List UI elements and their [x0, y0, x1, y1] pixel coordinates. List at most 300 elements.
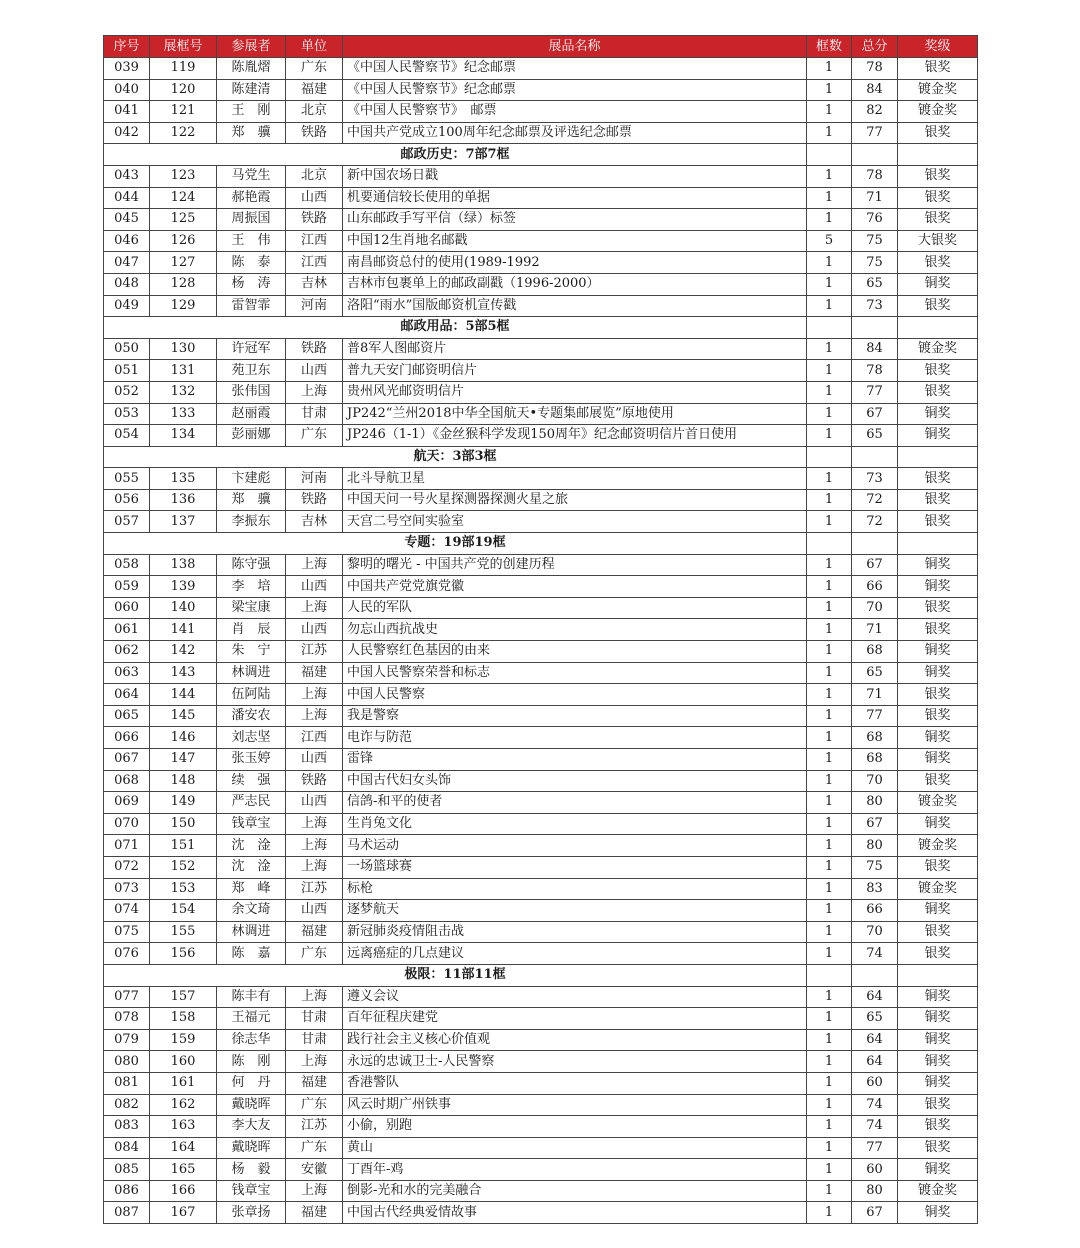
- cell-unit: 广东: [286, 425, 343, 447]
- cell-score: 77: [852, 381, 898, 403]
- cell-frame-no: 127: [150, 252, 217, 274]
- cell-award: 银奖: [898, 921, 978, 943]
- cell-award: 铜奖: [898, 1072, 978, 1094]
- section-empty-cell: [852, 446, 898, 468]
- cell-award: 铜奖: [898, 576, 978, 598]
- cell-seq: 043: [104, 165, 150, 187]
- cell-frame-count: 1: [807, 1202, 852, 1224]
- table-row: [104, 856, 978, 878]
- cell-exhibit-title: JP246（1-1）《金丝猴科学发现150周年》纪念邮资明信片首日使用: [343, 425, 807, 447]
- cell-score: 77: [852, 1137, 898, 1159]
- cell-frame-no: 152: [150, 856, 217, 878]
- cell-unit: 山西: [286, 900, 343, 922]
- cell-score: 80: [852, 1180, 898, 1202]
- cell-frame-no: 144: [150, 684, 217, 706]
- cell-exhibit-title: 新冠肺炎疫情阻击战: [343, 921, 807, 943]
- section-row: [104, 533, 978, 555]
- cell-exhibit-title: 倒影-光和水的完美融合: [343, 1180, 807, 1202]
- cell-unit: 上海: [286, 986, 343, 1008]
- cell-exhibit-title: 中国天问一号火星探测器探测火星之旅: [343, 489, 807, 511]
- section-empty-cell: [807, 317, 852, 339]
- cell-exhibit-title: JP242“兰州2018中华全国航天•专题集邮展览”原地使用: [343, 403, 807, 425]
- cell-seq: 070: [104, 813, 150, 835]
- cell-unit: 铁路: [286, 489, 343, 511]
- cell-seq: 055: [104, 468, 150, 490]
- cell-exhibit-title: 遵义会议: [343, 986, 807, 1008]
- cell-exhibitor: 余文琦: [217, 900, 286, 922]
- cell-exhibit-title: 中国古代经典爱情故事: [343, 1202, 807, 1224]
- table-row: [104, 1051, 978, 1073]
- table-row: [104, 403, 978, 425]
- cell-seq: 083: [104, 1116, 150, 1138]
- cell-frame-no: 132: [150, 381, 217, 403]
- cell-exhibitor: 李 培: [217, 576, 286, 598]
- cell-score: 78: [852, 360, 898, 382]
- cell-exhibitor: 朱 宁: [217, 641, 286, 663]
- cell-seq: 086: [104, 1180, 150, 1202]
- cell-unit: 上海: [286, 813, 343, 835]
- table-row: [104, 921, 978, 943]
- cell-unit: 甘肃: [286, 1029, 343, 1051]
- cell-unit: 铁路: [286, 122, 343, 144]
- cell-exhibit-title: 远离癌症的几点建议: [343, 943, 807, 965]
- cell-award: 铜奖: [898, 749, 978, 771]
- cell-exhibitor: 钱章宝: [217, 1180, 286, 1202]
- cell-award: 铜奖: [898, 273, 978, 295]
- cell-exhibit-title: 马术运动: [343, 835, 807, 857]
- cell-exhibit-title: 人民的军队: [343, 597, 807, 619]
- cell-exhibit-title: 吉林市包裹单上的邮政副戳（1996-2000）: [343, 273, 807, 295]
- cell-score: 77: [852, 705, 898, 727]
- cell-frame-count: 1: [807, 511, 852, 533]
- cell-exhibitor: 赵丽霞: [217, 403, 286, 425]
- cell-frame-no: 155: [150, 921, 217, 943]
- cell-exhibitor: 陈守强: [217, 554, 286, 576]
- table-row: [104, 835, 978, 857]
- cell-seq: 065: [104, 705, 150, 727]
- cell-exhibit-title: 普九天安门邮资明信片: [343, 360, 807, 382]
- cell-score: 73: [852, 295, 898, 317]
- table-row: [104, 576, 978, 598]
- cell-score: 75: [852, 230, 898, 252]
- cell-award: 银奖: [898, 489, 978, 511]
- cell-unit: 山西: [286, 187, 343, 209]
- table-row: [104, 360, 978, 382]
- cell-exhibitor: 潘安农: [217, 705, 286, 727]
- cell-frame-count: 1: [807, 1094, 852, 1116]
- cell-unit: 铁路: [286, 338, 343, 360]
- cell-seq: 047: [104, 252, 150, 274]
- section-empty-cell: [852, 964, 898, 986]
- cell-seq: 085: [104, 1159, 150, 1181]
- cell-frame-no: 123: [150, 165, 217, 187]
- cell-exhibitor: 陈胤熠: [217, 58, 286, 80]
- cell-unit: 上海: [286, 554, 343, 576]
- cell-exhibit-title: 黄山: [343, 1137, 807, 1159]
- cell-award: 镀金奖: [898, 338, 978, 360]
- cell-frame-count: 1: [807, 943, 852, 965]
- cell-frame-count: 1: [807, 749, 852, 771]
- table-row: [104, 1029, 978, 1051]
- header-exhibit-title: 展品名称: [343, 36, 807, 58]
- cell-award: 银奖: [898, 295, 978, 317]
- cell-frame-count: 1: [807, 684, 852, 706]
- cell-exhibitor: 伍阿陆: [217, 684, 286, 706]
- cell-seq: 072: [104, 856, 150, 878]
- cell-unit: 上海: [286, 705, 343, 727]
- cell-seq: 058: [104, 554, 150, 576]
- cell-score: 78: [852, 165, 898, 187]
- cell-frame-count: 1: [807, 1029, 852, 1051]
- cell-frame-count: 1: [807, 770, 852, 792]
- cell-seq: 050: [104, 338, 150, 360]
- cell-frame-count: 1: [807, 425, 852, 447]
- section-label: 专题：19部19框: [104, 533, 807, 555]
- table-row: [104, 1137, 978, 1159]
- cell-exhibitor: 戴晓晖: [217, 1137, 286, 1159]
- cell-frame-no: 137: [150, 511, 217, 533]
- cell-exhibitor: 杨 毅: [217, 1159, 286, 1181]
- cell-frame-count: 1: [807, 252, 852, 274]
- cell-award: 铜奖: [898, 900, 978, 922]
- cell-unit: 江苏: [286, 641, 343, 663]
- cell-award: 银奖: [898, 360, 978, 382]
- cell-exhibit-title: 永远的忠诚卫士-人民警察: [343, 1051, 807, 1073]
- cell-exhibitor: 张章扬: [217, 1202, 286, 1224]
- cell-score: 82: [852, 101, 898, 123]
- table-row: [104, 705, 978, 727]
- cell-exhibitor: 梁宝康: [217, 597, 286, 619]
- cell-frame-count: 1: [807, 1051, 852, 1073]
- cell-unit: 上海: [286, 835, 343, 857]
- section-empty-cell: [898, 964, 978, 986]
- cell-frame-count: 1: [807, 295, 852, 317]
- cell-exhibit-title: 百年征程庆建党: [343, 1008, 807, 1030]
- table-row: [104, 1180, 978, 1202]
- cell-frame-count: 1: [807, 122, 852, 144]
- table-row: [104, 900, 978, 922]
- cell-frame-no: 119: [150, 58, 217, 80]
- cell-frame-count: 1: [807, 554, 852, 576]
- cell-seq: 077: [104, 986, 150, 1008]
- cell-award: 银奖: [898, 856, 978, 878]
- cell-unit: 江苏: [286, 878, 343, 900]
- cell-seq: 066: [104, 727, 150, 749]
- section-row: [104, 446, 978, 468]
- cell-exhibit-title: 洛阳“雨水”国版邮资机宣传戳: [343, 295, 807, 317]
- cell-frame-count: 1: [807, 273, 852, 295]
- table-row: [104, 619, 978, 641]
- cell-award: 铜奖: [898, 554, 978, 576]
- section-label: 航天：3部3框: [104, 446, 807, 468]
- cell-score: 74: [852, 1094, 898, 1116]
- cell-frame-count: 1: [807, 381, 852, 403]
- cell-unit: 江西: [286, 230, 343, 252]
- cell-exhibit-title: 黎明的曙光 - 中国共产党的创建历程: [343, 554, 807, 576]
- cell-award: 铜奖: [898, 1202, 978, 1224]
- cell-unit: 甘肃: [286, 1008, 343, 1030]
- cell-award: 铜奖: [898, 1159, 978, 1181]
- cell-score: 70: [852, 597, 898, 619]
- cell-unit: 江苏: [286, 1116, 343, 1138]
- cell-exhibit-title: 信鸽-和平的使者: [343, 792, 807, 814]
- cell-exhibit-title: 人民警察红色基因的由来: [343, 641, 807, 663]
- cell-unit: 江西: [286, 727, 343, 749]
- cell-exhibitor: 徐志华: [217, 1029, 286, 1051]
- cell-exhibit-title: 天宫二号空间实验室: [343, 511, 807, 533]
- table-row: [104, 749, 978, 771]
- cell-frame-count: 1: [807, 1180, 852, 1202]
- section-empty-cell: [898, 317, 978, 339]
- cell-frame-count: 1: [807, 187, 852, 209]
- cell-exhibit-title: 风云时期广州铁事: [343, 1094, 807, 1116]
- cell-award: 铜奖: [898, 813, 978, 835]
- cell-exhibitor: 王福元: [217, 1008, 286, 1030]
- table-row: [104, 597, 978, 619]
- table-row: [104, 813, 978, 835]
- table-row: [104, 122, 978, 144]
- cell-exhibit-title: 逐梦航天: [343, 900, 807, 922]
- cell-unit: 福建: [286, 921, 343, 943]
- table-row: [104, 511, 978, 533]
- table-row: [104, 58, 978, 80]
- section-empty-cell: [898, 533, 978, 555]
- cell-award: 镀金奖: [898, 792, 978, 814]
- cell-frame-count: 5: [807, 230, 852, 252]
- cell-unit: 山西: [286, 576, 343, 598]
- cell-seq: 040: [104, 79, 150, 101]
- cell-frame-count: 1: [807, 576, 852, 598]
- cell-award: 银奖: [898, 943, 978, 965]
- cell-award: 银奖: [898, 1116, 978, 1138]
- cell-score: 80: [852, 835, 898, 857]
- cell-exhibitor: 卞建彪: [217, 468, 286, 490]
- cell-award: 银奖: [898, 165, 978, 187]
- cell-frame-no: 142: [150, 641, 217, 663]
- cell-frame-no: 134: [150, 425, 217, 447]
- cell-frame-count: 1: [807, 792, 852, 814]
- cell-unit: 山西: [286, 619, 343, 641]
- cell-frame-no: 138: [150, 554, 217, 576]
- cell-score: 60: [852, 1159, 898, 1181]
- table-row: [104, 381, 978, 403]
- cell-frame-count: 1: [807, 597, 852, 619]
- cell-frame-no: 167: [150, 1202, 217, 1224]
- cell-frame-no: 122: [150, 122, 217, 144]
- cell-frame-no: 133: [150, 403, 217, 425]
- cell-seq: 082: [104, 1094, 150, 1116]
- cell-award: 镀金奖: [898, 878, 978, 900]
- cell-frame-no: 121: [150, 101, 217, 123]
- cell-exhibitor: 肖 辰: [217, 619, 286, 641]
- cell-seq: 051: [104, 360, 150, 382]
- cell-exhibit-title: 北斗导航卫星: [343, 468, 807, 490]
- section-row: [104, 317, 978, 339]
- cell-unit: 山西: [286, 749, 343, 771]
- cell-unit: 山西: [286, 360, 343, 382]
- cell-score: 67: [852, 403, 898, 425]
- cell-exhibit-title: 机要通信较长使用的单据: [343, 187, 807, 209]
- cell-unit: 江西: [286, 252, 343, 274]
- cell-exhibit-title: 《中国人民警察节》 邮票: [343, 101, 807, 123]
- cell-score: 83: [852, 878, 898, 900]
- cell-exhibitor: 郑 骥: [217, 489, 286, 511]
- cell-exhibitor: 郝艳霞: [217, 187, 286, 209]
- cell-exhibit-title: 标枪: [343, 878, 807, 900]
- cell-exhibit-title: 一场篮球赛: [343, 856, 807, 878]
- cell-unit: 上海: [286, 856, 343, 878]
- cell-score: 75: [852, 252, 898, 274]
- cell-frame-no: 165: [150, 1159, 217, 1181]
- cell-score: 65: [852, 1008, 898, 1030]
- cell-exhibitor: 陈丰有: [217, 986, 286, 1008]
- cell-seq: 046: [104, 230, 150, 252]
- section-empty-cell: [852, 317, 898, 339]
- cell-unit: 甘肃: [286, 403, 343, 425]
- table-row: [104, 878, 978, 900]
- cell-frame-count: 1: [807, 209, 852, 231]
- awards-table: [103, 35, 978, 1224]
- section-empty-cell: [807, 964, 852, 986]
- cell-exhibitor: 周振国: [217, 209, 286, 231]
- table-body: [104, 58, 978, 1224]
- cell-exhibit-title: 山东邮政手写平信（绿）标签: [343, 209, 807, 231]
- cell-frame-no: 159: [150, 1029, 217, 1051]
- cell-unit: 广东: [286, 1137, 343, 1159]
- table-row: [104, 79, 978, 101]
- cell-seq: 073: [104, 878, 150, 900]
- cell-exhibitor: 刘志坚: [217, 727, 286, 749]
- cell-frame-no: 126: [150, 230, 217, 252]
- cell-award: 铜奖: [898, 662, 978, 684]
- cell-exhibit-title: 小偷，别跑: [343, 1116, 807, 1138]
- cell-exhibitor: 何 丹: [217, 1072, 286, 1094]
- header-seq: 序号: [104, 36, 150, 58]
- section-empty-cell: [807, 144, 852, 166]
- cell-exhibitor: 林调进: [217, 921, 286, 943]
- cell-frame-no: 129: [150, 295, 217, 317]
- cell-award: 铜奖: [898, 425, 978, 447]
- table-row: [104, 943, 978, 965]
- cell-score: 70: [852, 770, 898, 792]
- cell-seq: 045: [104, 209, 150, 231]
- cell-frame-count: 1: [807, 489, 852, 511]
- cell-frame-no: 162: [150, 1094, 217, 1116]
- cell-exhibitor: 马党生: [217, 165, 286, 187]
- cell-frame-no: 151: [150, 835, 217, 857]
- cell-award: 银奖: [898, 511, 978, 533]
- cell-exhibit-title: 中国人民警察荣誉和标志: [343, 662, 807, 684]
- cell-exhibitor: 彭丽娜: [217, 425, 286, 447]
- cell-award: 铜奖: [898, 1051, 978, 1073]
- cell-award: 银奖: [898, 209, 978, 231]
- cell-unit: 上海: [286, 1051, 343, 1073]
- table-row: [104, 1159, 978, 1181]
- header-frame-no: 展框号: [150, 36, 217, 58]
- cell-frame-no: 120: [150, 79, 217, 101]
- cell-frame-no: 135: [150, 468, 217, 490]
- cell-award: 铜奖: [898, 727, 978, 749]
- cell-score: 68: [852, 727, 898, 749]
- cell-exhibit-title: 《中国人民警察节》纪念邮票: [343, 79, 807, 101]
- cell-frame-no: 164: [150, 1137, 217, 1159]
- cell-award: 镀金奖: [898, 79, 978, 101]
- cell-score: 77: [852, 122, 898, 144]
- cell-frame-no: 124: [150, 187, 217, 209]
- cell-exhibit-title: 新中国农场日戳: [343, 165, 807, 187]
- cell-frame-count: 1: [807, 165, 852, 187]
- cell-unit: 广东: [286, 58, 343, 80]
- cell-score: 73: [852, 468, 898, 490]
- cell-score: 65: [852, 425, 898, 447]
- header-row: [104, 36, 978, 58]
- cell-seq: 081: [104, 1072, 150, 1094]
- cell-score: 75: [852, 856, 898, 878]
- cell-frame-no: 145: [150, 705, 217, 727]
- cell-frame-no: 146: [150, 727, 217, 749]
- cell-frame-no: 166: [150, 1180, 217, 1202]
- cell-seq: 078: [104, 1008, 150, 1030]
- cell-frame-no: 125: [150, 209, 217, 231]
- cell-unit: 上海: [286, 1180, 343, 1202]
- cell-score: 70: [852, 921, 898, 943]
- cell-unit: 广东: [286, 943, 343, 965]
- cell-frame-count: 1: [807, 1116, 852, 1138]
- cell-score: 60: [852, 1072, 898, 1094]
- section-label: 邮政用品：5部5框: [104, 317, 807, 339]
- cell-frame-no: 148: [150, 770, 217, 792]
- cell-score: 71: [852, 619, 898, 641]
- cell-award: 银奖: [898, 770, 978, 792]
- cell-award: 镀金奖: [898, 1180, 978, 1202]
- cell-seq: 071: [104, 835, 150, 857]
- section-row: [104, 144, 978, 166]
- cell-frame-count: 1: [807, 662, 852, 684]
- section-row: [104, 964, 978, 986]
- cell-exhibitor: 苑卫东: [217, 360, 286, 382]
- cell-exhibitor: 沈 淦: [217, 835, 286, 857]
- header-award: 奖级: [898, 36, 978, 58]
- cell-frame-count: 1: [807, 727, 852, 749]
- table-row: [104, 1072, 978, 1094]
- cell-exhibitor: 林调进: [217, 662, 286, 684]
- cell-seq: 069: [104, 792, 150, 814]
- cell-score: 84: [852, 338, 898, 360]
- cell-exhibitor: 郑 骥: [217, 122, 286, 144]
- cell-frame-no: 141: [150, 619, 217, 641]
- cell-unit: 吉林: [286, 273, 343, 295]
- cell-exhibit-title: 勿忘山西抗战史: [343, 619, 807, 641]
- cell-unit: 上海: [286, 597, 343, 619]
- cell-frame-count: 1: [807, 705, 852, 727]
- cell-frame-no: 130: [150, 338, 217, 360]
- cell-frame-count: 1: [807, 878, 852, 900]
- cell-exhibit-title: 中国共产党成立100周年纪念邮票及评选纪念邮票: [343, 122, 807, 144]
- section-empty-cell: [852, 144, 898, 166]
- section-empty-cell: [807, 446, 852, 468]
- cell-exhibit-title: 《中国人民警察节》纪念邮票: [343, 58, 807, 80]
- header-unit: 单位: [286, 36, 343, 58]
- cell-frame-no: 157: [150, 986, 217, 1008]
- cell-exhibitor: 陈 嘉: [217, 943, 286, 965]
- cell-score: 71: [852, 684, 898, 706]
- cell-unit: 山西: [286, 792, 343, 814]
- cell-unit: 福建: [286, 79, 343, 101]
- cell-exhibitor: 雷智霏: [217, 295, 286, 317]
- table-row: [104, 554, 978, 576]
- cell-score: 72: [852, 511, 898, 533]
- cell-score: 72: [852, 489, 898, 511]
